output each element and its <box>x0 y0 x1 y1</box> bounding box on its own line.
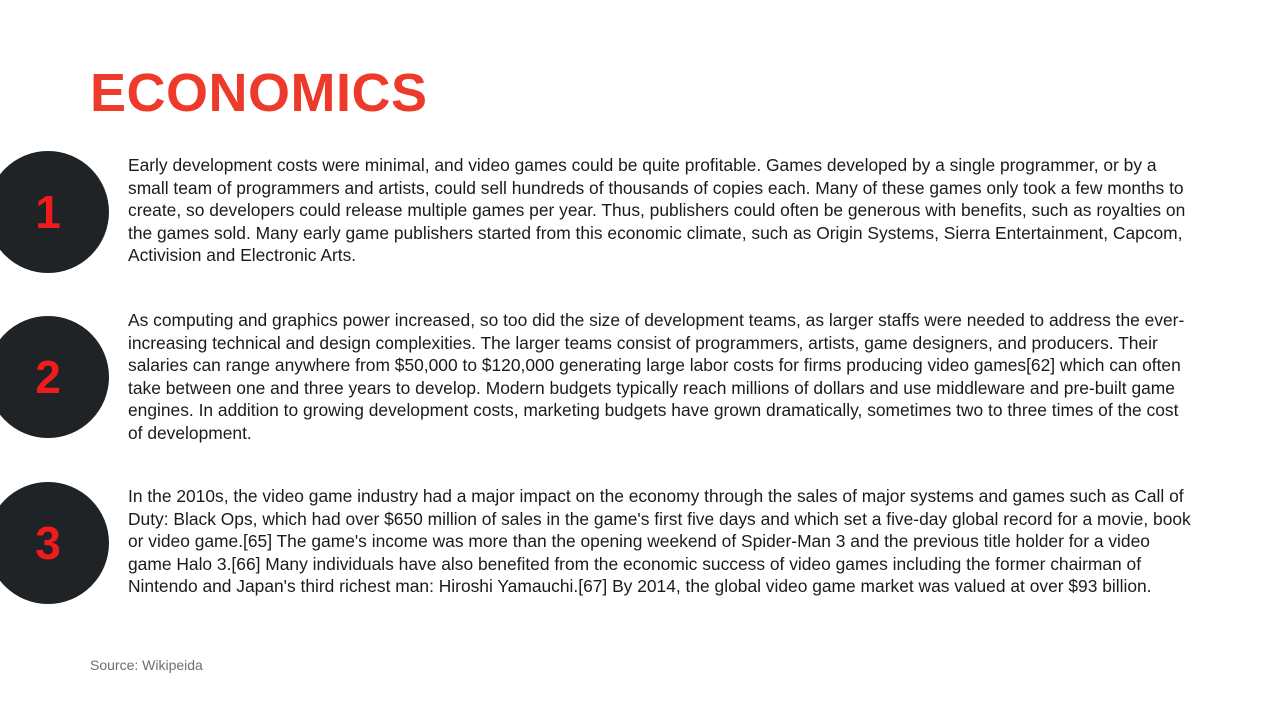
item-text-3: In the 2010s, the video game industry had a major impact on the economy through the sales of major systems and games such as Call of Duty: Black Ops, which had over $650 million of sales in the game's first five days and which set a five-day global record for a movie, book or video game.[65] The game's income was more than the opening weekend of Spider-Man 3 and the previous title holder for a video game Halo 3.[66] Many individuals have also benefited from the economic success of video games including the former chairman of Nintendo and Japan's third richest man: Hiroshi Yamauchi.[67] By 2014, the global video game market was valued at over $93 billion. <box>128 486 1191 596</box>
item-text-2: As computing and graphics power increased, so too did the size of development teams, as larger staffs were needed to address the ever-increasing technical and design complexities. The larger teams consist of programmers, artists, game designers, and producers. Their salaries can range anywhere from $50,000 to $120,000 generating large labor costs for firms producing video games[62] which can often take between one and three years to develop. Modern budgets typically reach millions of dollars and use middleware and pre-built game engines. In addition to growing development costs, marketing budgets have grown dramatically, sometimes two to three times of the cost of development. <box>128 310 1185 443</box>
item-text-1: Early development costs were minimal, and video games could be quite profitable. Games developed by a single programmer, or by a small team of programmers and artists, could sell hundreds of thousands of copies each. Many of these games only took a few months to create, so developers could release multiple games per year. Thus, publishers could often be generous with benefits, such as royalties on the games sold. Many early game publishers started from this economic climate, such as Origin Systems, Sierra Entertainment, Capcom, Activision and Electronic Arts. <box>128 155 1186 265</box>
number-label-2: 2 <box>35 351 61 403</box>
number-label-3: 3 <box>35 517 61 569</box>
number-badge-2 <box>0 316 109 438</box>
number-badge-1 <box>0 151 109 273</box>
source-note: Source: Wikipeida <box>90 657 203 673</box>
number-badge-3 <box>0 482 109 604</box>
number-label-1: 1 <box>35 186 61 238</box>
slide-title: ECONOMICS <box>90 63 428 123</box>
